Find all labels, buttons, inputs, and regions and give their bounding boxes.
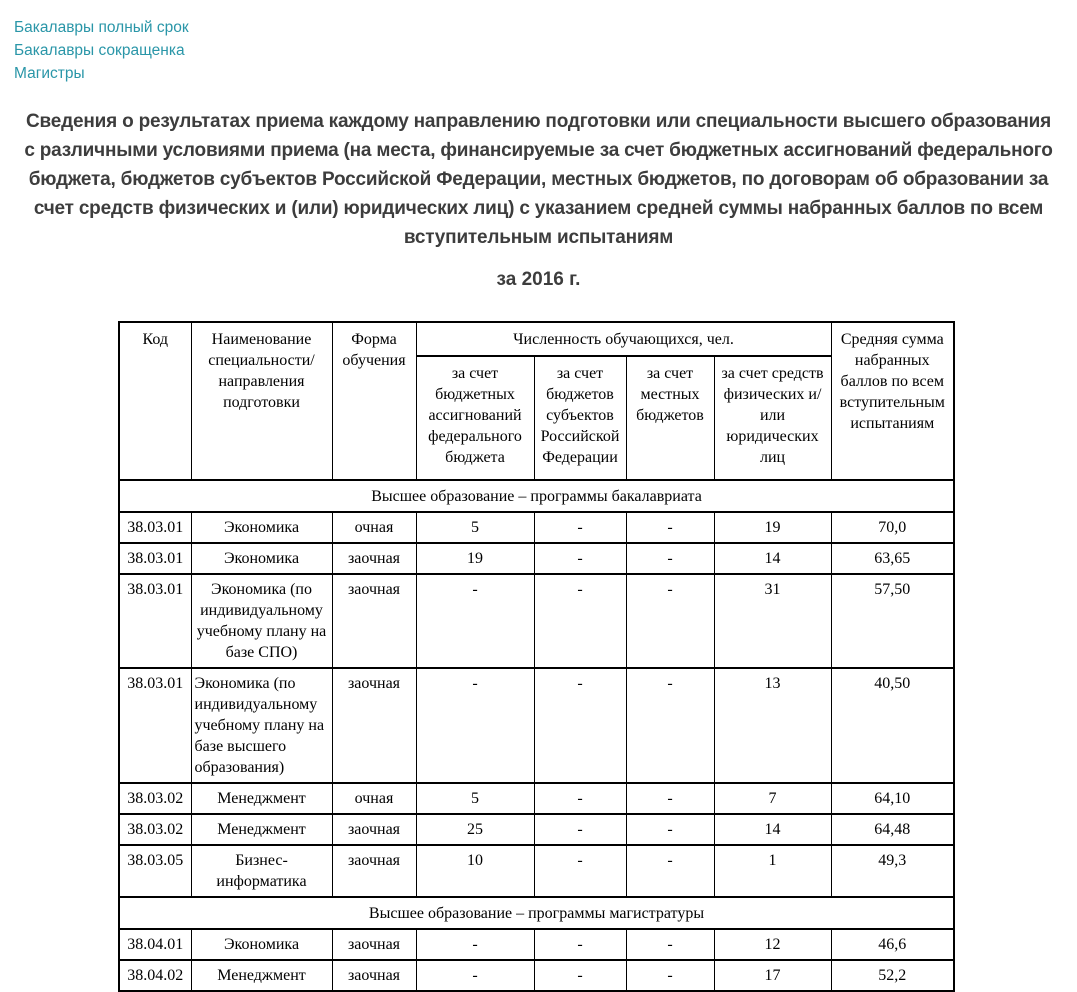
table-row bbox=[119, 929, 954, 960]
cell-form: очная bbox=[332, 783, 416, 814]
cell-name: Менеджмент bbox=[191, 814, 332, 845]
cell-code: 38.03.01 bbox=[119, 543, 191, 574]
cell-avg-score: 46,6 bbox=[831, 929, 954, 960]
table-row bbox=[119, 512, 954, 543]
table-header bbox=[119, 322, 954, 480]
col-header-name: Наименование специальности/ направления подготовки bbox=[191, 322, 332, 480]
cell-code: 38.03.01 bbox=[119, 668, 191, 783]
cell-name: Экономика bbox=[191, 929, 332, 960]
col-header-form: Форма обучения bbox=[332, 322, 416, 480]
cell-federal: - bbox=[416, 960, 534, 991]
cell-code: 38.04.01 bbox=[119, 929, 191, 960]
cell-form: заочная bbox=[332, 543, 416, 574]
cell-private: 14 bbox=[714, 543, 831, 574]
cell-code: 38.03.01 bbox=[119, 512, 191, 543]
table-body bbox=[119, 480, 954, 991]
cell-avg-score: 49,3 bbox=[831, 845, 954, 897]
link-bachelors-full-time[interactable]: Бакалавры полный срок bbox=[14, 19, 189, 36]
cell-name: Менеджмент bbox=[191, 960, 332, 991]
cell-regional: - bbox=[534, 845, 626, 897]
cell-form: заочная bbox=[332, 929, 416, 960]
cell-local: - bbox=[626, 960, 714, 991]
cell-regional: - bbox=[534, 929, 626, 960]
cell-avg-score: 63,65 bbox=[831, 543, 954, 574]
cell-local: - bbox=[626, 543, 714, 574]
cell-code: 38.03.02 bbox=[119, 783, 191, 814]
cell-private: 7 bbox=[714, 783, 831, 814]
cell-code: 38.03.05 bbox=[119, 845, 191, 897]
cell-private: 14 bbox=[714, 814, 831, 845]
section-header-bachelor bbox=[119, 480, 954, 512]
cell-form: заочная bbox=[332, 668, 416, 783]
cell-federal: 5 bbox=[416, 512, 534, 543]
col-header-regional-budget: за счет бюджетов субъектов Российской Федерации bbox=[534, 356, 626, 480]
cell-avg-score: 64,48 bbox=[831, 814, 954, 845]
page-title: Сведения о результатах приема каждому направлению подготовки или специальности высшего образования с различными условиями приема (на места, финансируемые за счет бюджетных ассигнований федерального бюджета, бюджетов субъектов Российской Федерации, местных бюджетов, по договорам об образовании за счет средств физических и (или) юридических лиц) с указанием средней суммы набранных баллов по всем вступительным испытаниям bbox=[24, 111, 1053, 248]
cell-regional: - bbox=[534, 668, 626, 783]
cell-name: Экономика bbox=[191, 512, 332, 543]
table-row bbox=[119, 814, 954, 845]
table-row bbox=[119, 783, 954, 814]
cell-local: - bbox=[626, 668, 714, 783]
admissions-table bbox=[118, 321, 955, 992]
cell-name: Экономика (по индивидуальному учебному плану на базе высшего образования) bbox=[191, 668, 332, 783]
cell-avg-score: 64,10 bbox=[831, 783, 954, 814]
cell-name: Экономика (по индивидуальному учебному плану на базе СПО) bbox=[191, 574, 332, 668]
section-title: Высшее образование – программы магистратуры bbox=[119, 897, 954, 929]
cell-private: 17 bbox=[714, 960, 831, 991]
section-title: Высшее образование – программы бакалавриата bbox=[119, 480, 954, 512]
col-header-code: Код bbox=[119, 322, 191, 480]
cell-form: очная bbox=[332, 512, 416, 543]
cell-code: 38.03.02 bbox=[119, 814, 191, 845]
cell-private: 1 bbox=[714, 845, 831, 897]
section-header-master bbox=[119, 897, 954, 929]
cell-private: 13 bbox=[714, 668, 831, 783]
cell-regional: - bbox=[534, 543, 626, 574]
cell-federal: 19 bbox=[416, 543, 534, 574]
cell-regional: - bbox=[534, 814, 626, 845]
cell-name: Экономика bbox=[191, 543, 332, 574]
cell-form: заочная bbox=[332, 845, 416, 897]
cell-local: - bbox=[626, 845, 714, 897]
cell-local: - bbox=[626, 783, 714, 814]
cell-federal: 10 bbox=[416, 845, 534, 897]
cell-federal: - bbox=[416, 668, 534, 783]
table-row bbox=[119, 960, 954, 991]
col-header-federal-budget: за счет бюджетных ассигнований федерального бюджета bbox=[416, 356, 534, 480]
cell-private: 19 bbox=[714, 512, 831, 543]
cell-federal: 25 bbox=[416, 814, 534, 845]
cell-code: 38.04.02 bbox=[119, 960, 191, 991]
col-header-enrollment-group: Численность обучающихся, чел. bbox=[416, 322, 831, 356]
link-masters[interactable]: Магистры bbox=[14, 65, 85, 82]
page-title-year: за 2016 г. bbox=[496, 269, 581, 290]
cell-form: заочная bbox=[332, 814, 416, 845]
cell-local: - bbox=[626, 574, 714, 668]
cell-local: - bbox=[626, 814, 714, 845]
cell-avg-score: 52,2 bbox=[831, 960, 954, 991]
table-row bbox=[119, 845, 954, 897]
cell-local: - bbox=[626, 512, 714, 543]
cell-form: заочная bbox=[332, 960, 416, 991]
cell-private: 31 bbox=[714, 574, 831, 668]
cell-local: - bbox=[626, 929, 714, 960]
header-row-top bbox=[119, 322, 954, 356]
table-row bbox=[119, 574, 954, 668]
cell-avg-score: 57,50 bbox=[831, 574, 954, 668]
cell-federal: - bbox=[416, 574, 534, 668]
table-row bbox=[119, 668, 954, 783]
cell-federal: - bbox=[416, 929, 534, 960]
table-row bbox=[119, 543, 954, 574]
col-header-private-funds: за счет средств физических и/или юридических лиц bbox=[714, 356, 831, 480]
col-header-local-budget: за счет местных бюджетов bbox=[626, 356, 714, 480]
cell-name: Менеджмент bbox=[191, 783, 332, 814]
cell-avg-score: 40,50 bbox=[831, 668, 954, 783]
cell-code: 38.03.01 bbox=[119, 574, 191, 668]
col-header-avg-score: Средняя сумма набранных баллов по всем вступительным испытаниям bbox=[831, 322, 954, 480]
cell-avg-score: 70,0 bbox=[831, 512, 954, 543]
cell-name: Бизнес-информатика bbox=[191, 845, 332, 897]
link-bachelors-reduced[interactable]: Бакалавры сокращенка bbox=[14, 42, 185, 59]
cell-regional: - bbox=[534, 783, 626, 814]
cell-form: заочная bbox=[332, 574, 416, 668]
cell-federal: 5 bbox=[416, 783, 534, 814]
top-links-nav bbox=[0, 0, 1077, 85]
cell-private: 12 bbox=[714, 929, 831, 960]
cell-regional: - bbox=[534, 512, 626, 543]
cell-regional: - bbox=[534, 574, 626, 668]
cell-regional: - bbox=[534, 960, 626, 991]
